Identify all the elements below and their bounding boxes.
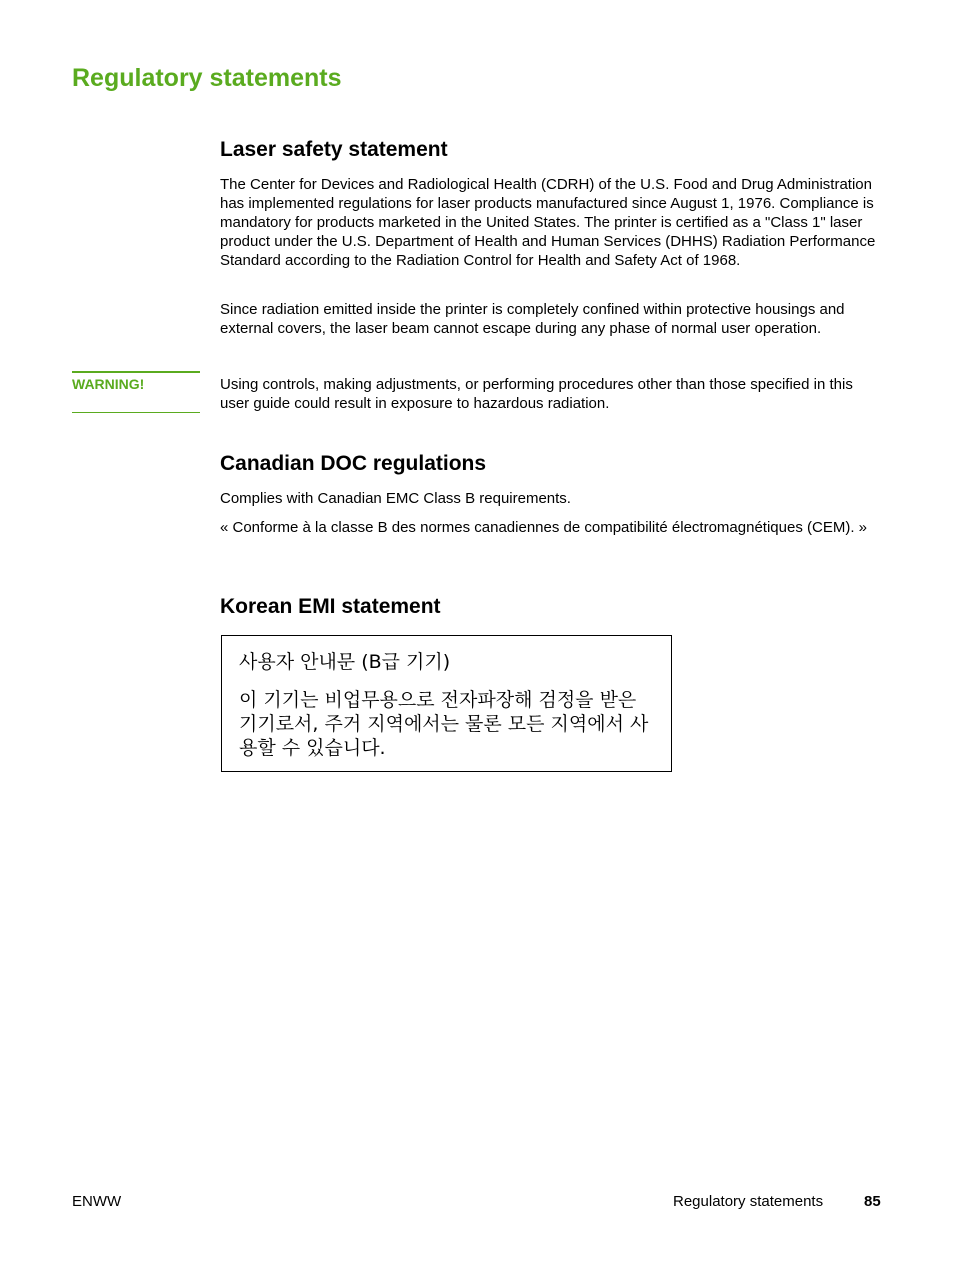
warning-bottom-rule — [72, 412, 200, 413]
canadian-doc-paragraph-1: Complies with Canadian EMC Class B requirements. — [220, 490, 571, 507]
korean-notice-title: 사용자 안내문 (B급 기기) — [239, 651, 451, 673]
korean-emi-heading: Korean EMI statement — [220, 595, 441, 618]
footer-left-label: ENWW — [72, 1193, 122, 1210]
korean-notice-body: 이 기기는 비업무용으로 전자파장해 검정을 받은 기기로서, 주거 지역에서는 물론 모든 지역에서 사용할 수 있습니다. — [239, 689, 649, 759]
warning-top-rule — [72, 371, 200, 373]
canadian-doc-heading: Canadian DOC regulations — [220, 452, 487, 475]
footer-page-number: 85 — [864, 1193, 881, 1210]
laser-safety-paragraph-2: Since radiation emitted inside the printer is completely confined within protective housings and external covers, the laser beam cannot escape during any phase of normal user operation. — [220, 301, 845, 337]
warning-label: WARNING! — [72, 376, 145, 392]
laser-safety-paragraph-1: The Center for Devices and Radiological Health (CDRH) of the U.S. Food and Drug Administration has implemented regulations for laser products manufactured since August 1, 1976. Compliance is mandatory for products marketed in the United States. The printer is certified as a "Class 1" laser product under the U.S. Department of Health and Human Services (DHHS) Radiation Performance Standard according to the Radiation Control for Health and Safety Act of 1968. — [220, 176, 876, 269]
laser-safety-heading: Laser safety statement — [220, 138, 448, 161]
canadian-doc-paragraph-2: « Conforme à la classe B des normes canadiennes de compatibilité électromagnétiques (CEM). » — [220, 519, 867, 536]
korean-emi-notice-box — [221, 635, 672, 772]
warning-text: Using controls, making adjustments, or performing procedures other than those specified in this user guide could result in exposure to hazardous radiation. — [220, 376, 853, 412]
footer-section-name: Regulatory statements — [673, 1193, 824, 1210]
page-title: Regulatory statements — [72, 64, 342, 92]
